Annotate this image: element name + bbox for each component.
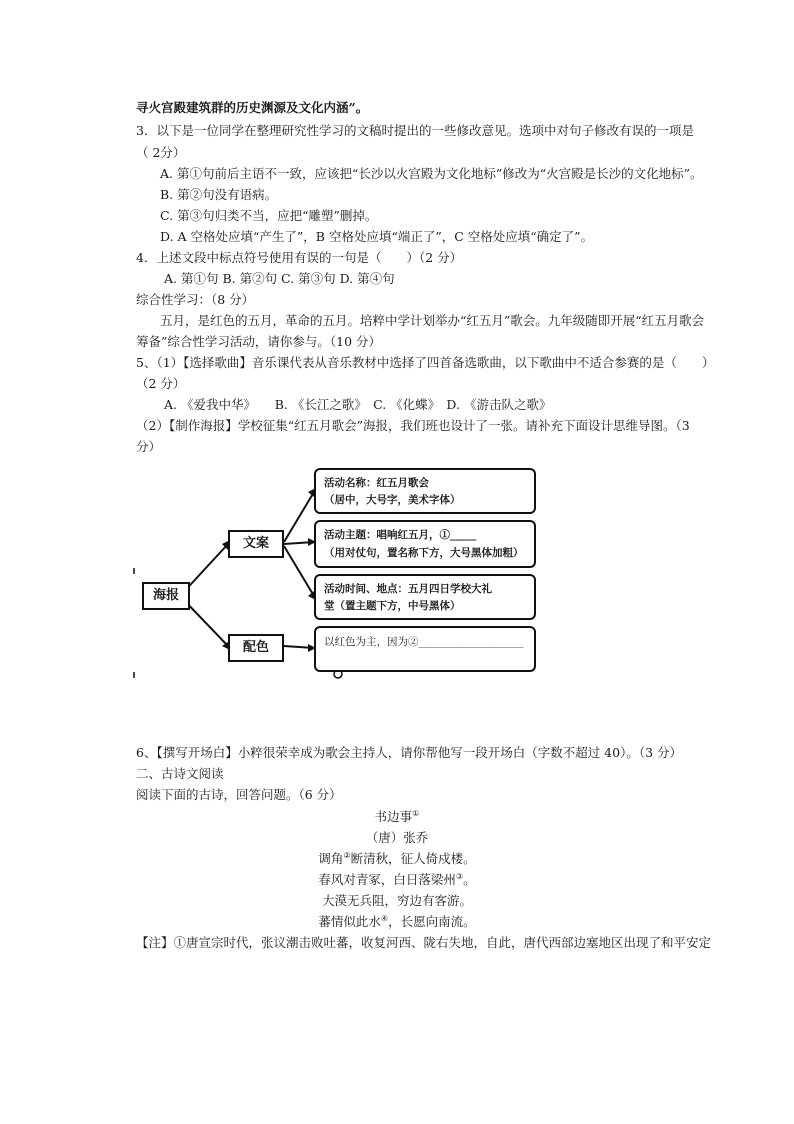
question-3: 3．以下是一位同学在整理研究性学习的文稿时提出的一些修改意见。选项中对句子修改有误的一项是: [136, 123, 694, 138]
poster-mind-map: [132, 462, 552, 688]
poem-line-4-note: ④: [380, 913, 389, 923]
poem-line-3: 大漠无兵阻，穷边有客游。: [321, 893, 472, 908]
poem-line-1-note: ②: [343, 850, 351, 860]
section-integrated-learning: 综合性学习：（8 分）: [136, 292, 255, 307]
question-4-options: A. 第①句 B. 第②句 C. 第③句 D. 第④句: [164, 271, 395, 286]
poem-line-2: [0, 872, 794, 888]
question-3-option-a: A. 第①句前后主语不一致，应该把“长沙以火宫殿为文化地标”修改为“火宫殿是长沙的文化地标”。: [160, 166, 703, 181]
poem-title-text: 书边事: [374, 809, 413, 824]
box-activity-theme: [314, 520, 536, 568]
question-3-option-c: C. 第③句归类不当，应把“雕塑”删掉。: [160, 208, 378, 223]
section-classical-reading: 二、古诗文阅读: [136, 766, 224, 781]
text-line-continuation: 寻火宫殿建筑群的历史渊源及文化内涵”。: [136, 100, 369, 115]
poem-line-2-b: 。: [463, 872, 476, 887]
poem-line-4-a: 蕃情似此水: [318, 914, 381, 929]
poem-line-2-note: ③: [455, 871, 464, 881]
root-node-label: 海报: [152, 588, 179, 603]
branch-node-color: [228, 634, 284, 662]
question-5-1-options: A. 《爱我中华》 B. 《长江之歌》 C. 《化蝶》 D. 《游击队之歌》: [164, 397, 552, 412]
reading-instruction: 阅读下面的古诗，回答问题。（6 分）: [136, 787, 342, 802]
question-3-score: （ 2分）: [136, 145, 186, 160]
box-time-place-line1: 活动时间、地点：五月四日学校大礼: [324, 583, 492, 595]
question-5-2: （2）【制作海报】学校征集“红五月歌会”海报，我们班也设计了一张。请补充下面设计思维导图。（3: [136, 418, 690, 433]
question-3-option-b: B. 第②句没有语病。: [160, 187, 278, 202]
question-3-option-d: D. A 空格处应填“产生了”，B 空格处应填“端正了”，C 空格处应填“确定了”。: [160, 229, 594, 244]
poem-line-1-b: 断清秋，征人倚戍楼。: [350, 851, 476, 866]
box-activity-name: [314, 468, 536, 514]
box-activity-name-line1: 活动名称：红五月歌会: [324, 477, 429, 489]
branch-copywriting-label: 文案: [242, 536, 269, 551]
box-activity-theme-line2: （用对仗句，置名称下方，大号黑体加粗）: [324, 547, 524, 559]
poem-line-1: [0, 851, 794, 867]
box-activity-name-line2: （居中，大号字，美术字体）: [324, 494, 461, 506]
poem-line-1-a: 调角: [318, 851, 344, 866]
poem-line-4: [0, 914, 794, 930]
poem-title-note-mark: ①: [412, 808, 420, 818]
box-activity-theme-line1: 活动主题：唱响红五月，①_____: [324, 529, 477, 541]
box-time-place: [314, 574, 536, 620]
question-5-1: 5、（1）【选择歌曲】音乐课代表从音乐教材中选择了四首备选歌曲，以下歌曲中不适合参赛的是（ ）: [136, 355, 715, 370]
poem-title: [0, 809, 794, 825]
poem-line-2-a: 春风对青冢，白日落梁州: [318, 872, 456, 887]
question-5-1-score: （2 分）: [136, 376, 186, 391]
paragraph-line: 筹备”综合性学习活动，请你参与。（10 分）: [136, 334, 382, 349]
question-4: 4．上述文段中标点符号使用有误的一句是（ ）（2 分）: [136, 250, 463, 265]
box-color-reason: [314, 626, 536, 672]
paragraph-line: 五月，是红色的五月，革命的五月。培粹中学计划举办“红五月”歌会。九年级随即开展“红五月歌会: [160, 313, 705, 328]
branch-color-label: 配色: [242, 640, 269, 655]
box-time-place-line2: 堂（置主题下方，中号黑体）: [324, 600, 461, 612]
poem-annotation: 【注】①唐宣宗时代，张议潮击败吐蕃，收复河西、陇右失地，自此，唐代西部边塞地区出现了和平安定: [136, 935, 712, 950]
poem-author: （唐）张乔: [365, 830, 429, 845]
poem-line-4-b: ，长愿向南流。: [388, 914, 476, 929]
root-node-poster: [142, 582, 190, 610]
branch-node-copywriting: [228, 530, 284, 558]
question-5-2-score: 分）: [136, 439, 162, 454]
question-6: 6、【撰写开场白】小粹很荣幸成为歌会主持人，请你帮他写一段开场白（字数不超过 40）。（3 分）: [136, 745, 683, 760]
box-color-reason-line1: 以红色为主，因为②____________________: [324, 636, 524, 648]
